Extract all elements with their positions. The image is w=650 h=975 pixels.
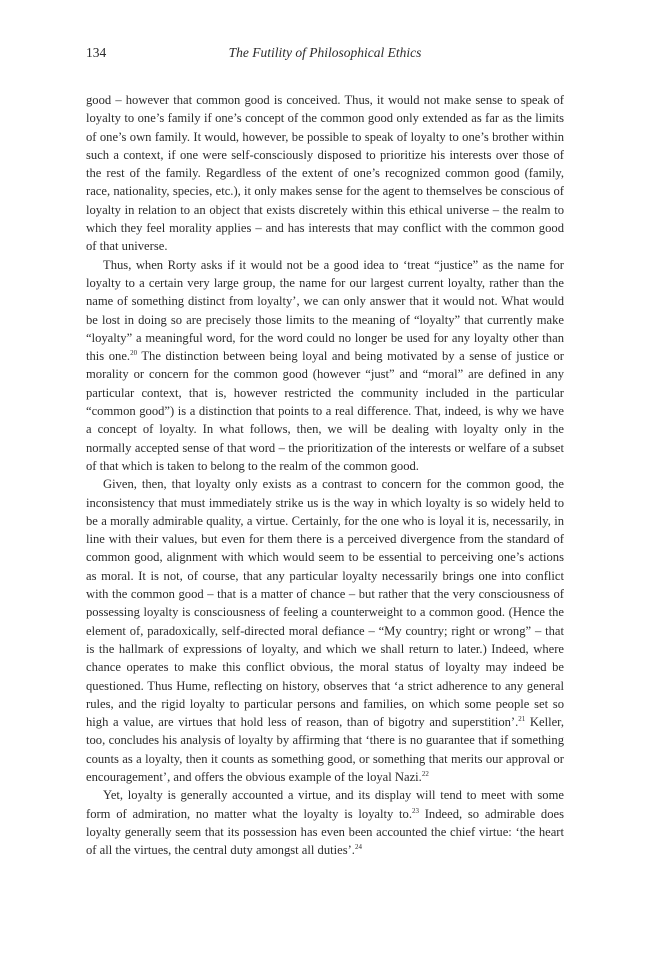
page-number: 134 xyxy=(86,45,107,60)
running-head xyxy=(86,44,564,62)
paragraph-text: The distinction between being loyal and being motivated by a sense of justice or morality or concern for the common good (however “just” and “moral” are defined in any particular context, that is, however restricted the community included in the particular “common good”) is a distinction that points to a real difference. That, indeed, is why we have a concept of loyalty. In what follows, then, we will be dealing with loyalty only in the normally accepted sense of that word – the prioritization of the interests or welfare of a subset of that which is taken to belong to the realm of the common good. xyxy=(86,349,564,473)
paragraph-text: Keller, too, concludes his analysis of loyalty by affirming that ‘there is no guarantee that if something counts as a loyalty, then it counts as something good, or something that merits our approval or encouragement’, and offers the obvious example of the loyal Nazi. xyxy=(86,715,564,784)
footnote-marker: 21 xyxy=(518,714,526,723)
paragraph-text: Indeed, so admirable does loyalty generally seem that its possession has even been accounted the chief virtue: ‘the heart of all the virtues, the central duty amongst all duties’. xyxy=(86,806,565,858)
paragraph xyxy=(86,256,564,476)
paragraph-text: Yet, loyalty is generally accounted a virtue, and its display will tend to meet with some form of admiration, no matter what the loyalty is loyalty to. xyxy=(86,788,564,821)
paragraph-text: Thus, when Rorty asks if it would not be a good idea to ‘treat “justice” as the name for loyalty to a certain very large group, the name for our largest current loyalty, rather than the name of something distinct from loyalty’, we can only answer that it would not. What would be lost in doing so are precisely those limits to the meaning of “loyalty” that currently make “loyalty” a meaningful word, for the word could no longer be used for any loyalty other than this one. xyxy=(86,257,564,364)
footnote-marker: 20 xyxy=(130,348,138,357)
running-title: The Futility of Philosophical Ethics xyxy=(228,45,422,60)
footnote-marker: 23 xyxy=(412,806,419,815)
body-text xyxy=(86,91,564,859)
paragraph-text: Given, then, that loyalty only exists as a contrast to concern for the common good, the inconsistency that must immediately strike us is the way in which loyalty is so widely held to be a morally admirable quality, a virtue. Certainly, for the one who is loyal it is, necessarily, in line with their values, but even for them there is a perceived divergence from the standard of common good, alignment with which would seem to be essential to perceiving one’s actions as moral. It is not, of course, that any particular loyalty necessarily brings one into conflict with the common good – that is a matter of chance – but rather that the very consciousness of possessing loyalty is consciousness of feeling a counterweight to a common good. (Hence the element of, paradoxically, self-directed moral defiance – “My country; right or wrong” – that is the hallmark of expressions of loyalty, and which we shall return to later.) Indeed, where chance operates to make this conflict obvious, the moral status of loyalty may indeed be questioned. Thus Hume, reflecting on history, observes that ‘a strict adherence to any general rules, and the rigid loyalty to particular persons and families, on which some people set so high a value, are virtues that hold less of reason, than of bigotry and superstition’. xyxy=(86,477,564,730)
paragraph xyxy=(86,786,564,859)
footnote-marker: 24 xyxy=(354,842,362,851)
footnote-marker: 22 xyxy=(421,769,429,778)
paragraph xyxy=(86,91,564,256)
paragraph-text: good – however that common good is conceived. Thus, it would not make sense to speak of loyalty to one’s family if one’s concept of the common good only extended as far as the limits of one’s own family. It would, however, be possible to speak of loyalty to one’s brother within such a context, if one were self-consciously disposed to prioritize his interests over those of the rest of the family. Regardless of the extent of one’s recognized common good (family, race, nationality, species, etc.), it only makes sense for the agent to themselves be conscious of loyalty in relation to an object that exists discretely within this ethical universe – the realm to which they feel morality applies – and has interests that may conflict with the common good of that universe. xyxy=(86,93,564,254)
paragraph xyxy=(86,475,564,786)
